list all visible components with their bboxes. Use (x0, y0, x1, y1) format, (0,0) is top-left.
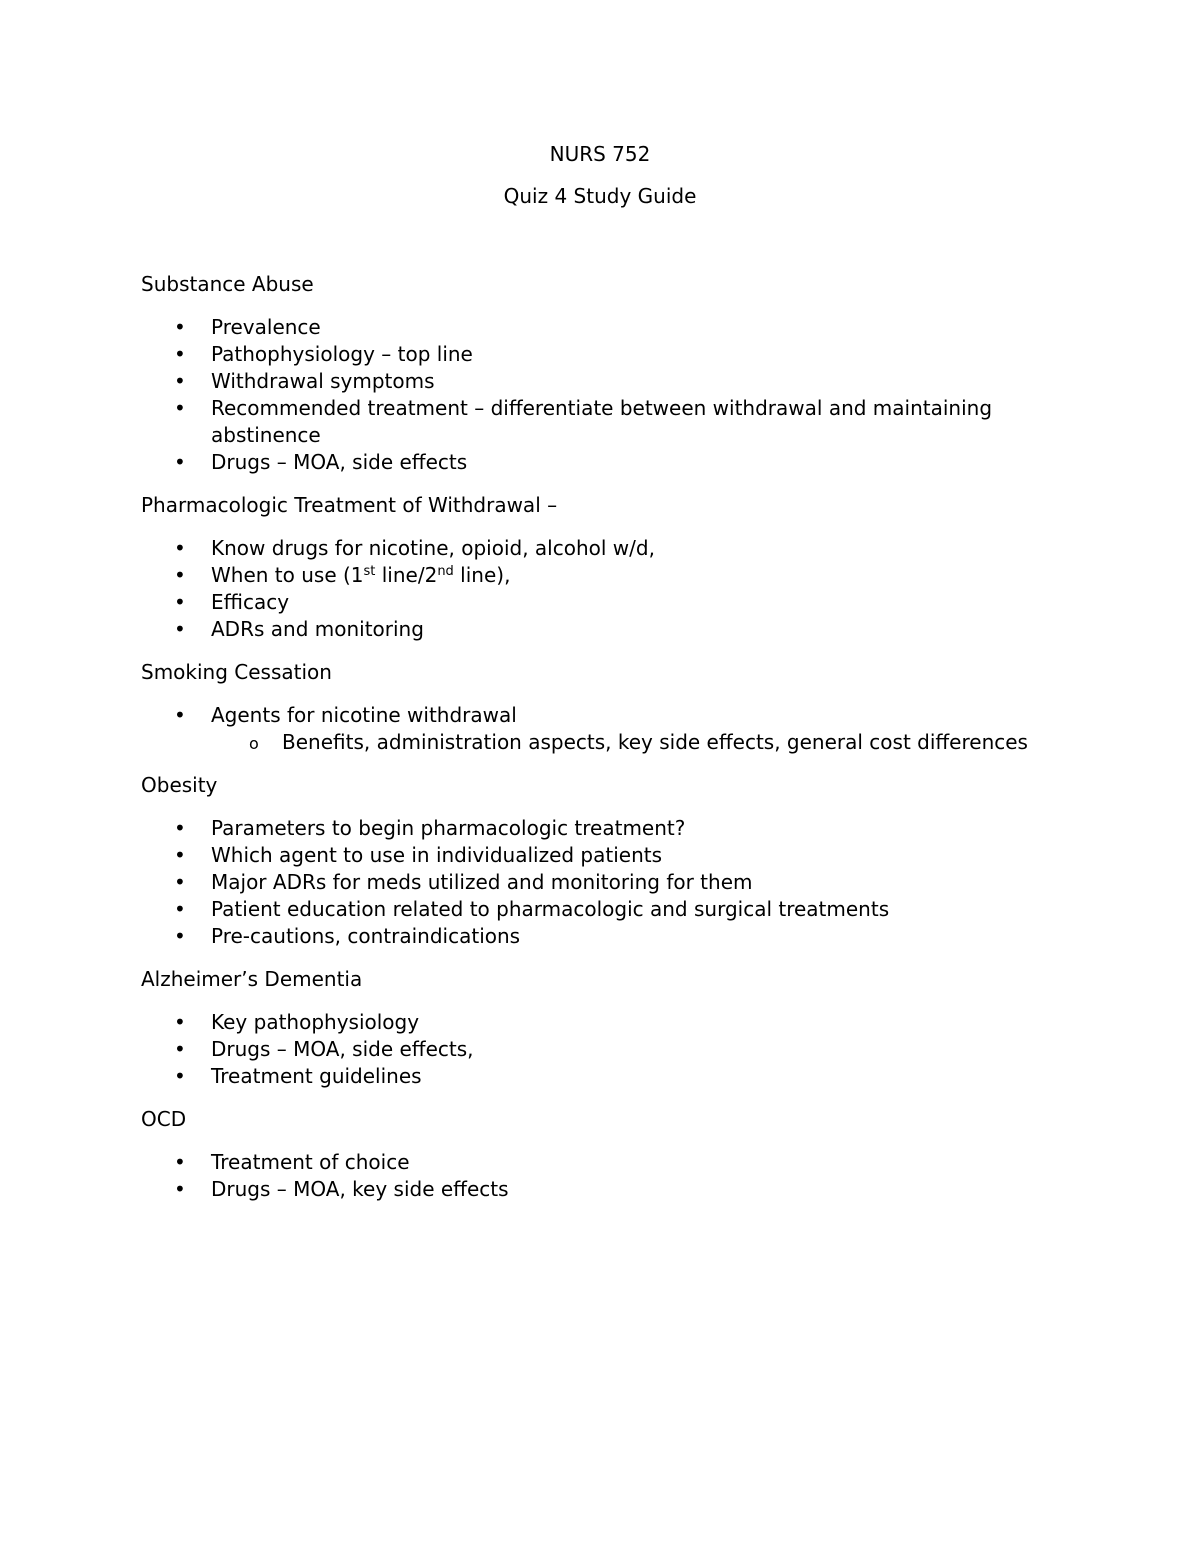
bullet-icon: • (174, 536, 186, 560)
section-list-obesity (141, 815, 1071, 950)
bullet-icon: • (174, 450, 186, 474)
list-item: • Drugs – MOA, key side effects (174, 1177, 509, 1201)
document-title: Quiz 4 Study Guide (503, 184, 697, 208)
bullet-icon: • (174, 924, 186, 948)
list-item: • Pathophysiology – top line (174, 342, 473, 366)
list-item: • Drugs – MOA, side effects (174, 450, 468, 474)
sub-bullet-icon: o (249, 734, 259, 753)
section-heading-alzheimers: Alzheimer’s Dementia (141, 967, 363, 991)
list-item: • Parameters to begin pharmacologic treatment? (174, 816, 686, 840)
list-item: • Key pathophysiology (174, 1010, 420, 1034)
bullet-icon: • (174, 703, 186, 727)
section-list-pharmacologic-treatment (141, 535, 1071, 643)
section-list-substance-abuse (141, 314, 1071, 476)
bullet-icon: • (174, 1064, 186, 1088)
list-item: • Efficacy (174, 590, 290, 614)
section-list-alzheimers (141, 1009, 1071, 1090)
list-item: • Treatment guidelines (174, 1064, 422, 1088)
list-item: • Recommended treatment – differentiate between withdrawal and maintaining abstinence (174, 396, 993, 447)
list-item: • Major ADRs for meds utilized and monitoring for them (174, 870, 753, 894)
list-item: • Agents for nicotine withdrawal o Benefits, administration aspects, key side effects, general cost differences (141, 702, 1071, 756)
bullet-icon: • (174, 816, 186, 840)
course-code: NURS 752 (549, 142, 651, 166)
list-item: • ADRs and monitoring (174, 617, 424, 641)
when-to-use-line: When to use (1st line/2nd line), (211, 563, 511, 587)
bullet-icon: • (174, 870, 186, 894)
section-heading-ocd: OCD (141, 1107, 187, 1131)
study-guide-content (141, 271, 1071, 1219)
section-heading-substance-abuse: Substance Abuse (141, 272, 314, 296)
list-item: • Drugs – MOA, side effects, (174, 1037, 474, 1061)
list-item: • Pre-cautions, contraindications (174, 924, 521, 948)
sub-list (211, 729, 1071, 756)
bullet-icon: • (174, 897, 186, 921)
section-list-smoking-cessation (141, 702, 1071, 756)
list-item: • Know drugs for nicotine, opioid, alcohol w/d, (174, 536, 655, 560)
bullet-icon: • (174, 342, 186, 366)
section-heading-smoking-cessation: Smoking Cessation (141, 660, 332, 684)
list-item: • Withdrawal symptoms (174, 369, 435, 393)
bullet-icon: • (174, 1010, 186, 1034)
bullet-icon: • (174, 1177, 186, 1201)
bullet-icon: • (174, 315, 186, 339)
list-item: • Patient education related to pharmacologic and surgical treatments (174, 897, 890, 921)
list-item (141, 562, 1071, 589)
list-item: • Which agent to use in individualized patients (174, 843, 663, 867)
bullet-icon: • (174, 369, 186, 393)
bullet-icon: • (174, 617, 186, 641)
bullet-icon: • (174, 1150, 186, 1174)
section-heading-pharmacologic-treatment: Pharmacologic Treatment of Withdrawal – (141, 493, 558, 517)
list-item: • Treatment of choice (174, 1150, 410, 1174)
bullet-icon: • (174, 843, 186, 867)
bullet-icon: • (174, 563, 186, 587)
section-list-ocd (141, 1149, 1071, 1203)
section-heading-obesity: Obesity (141, 773, 218, 797)
list-item: • Prevalence (174, 315, 321, 339)
sub-list-item: o Benefits, administration aspects, key side effects, general cost differences (211, 729, 1071, 756)
bullet-icon: • (174, 590, 186, 614)
bullet-icon: • (174, 396, 186, 420)
bullet-icon: • (174, 1037, 186, 1061)
